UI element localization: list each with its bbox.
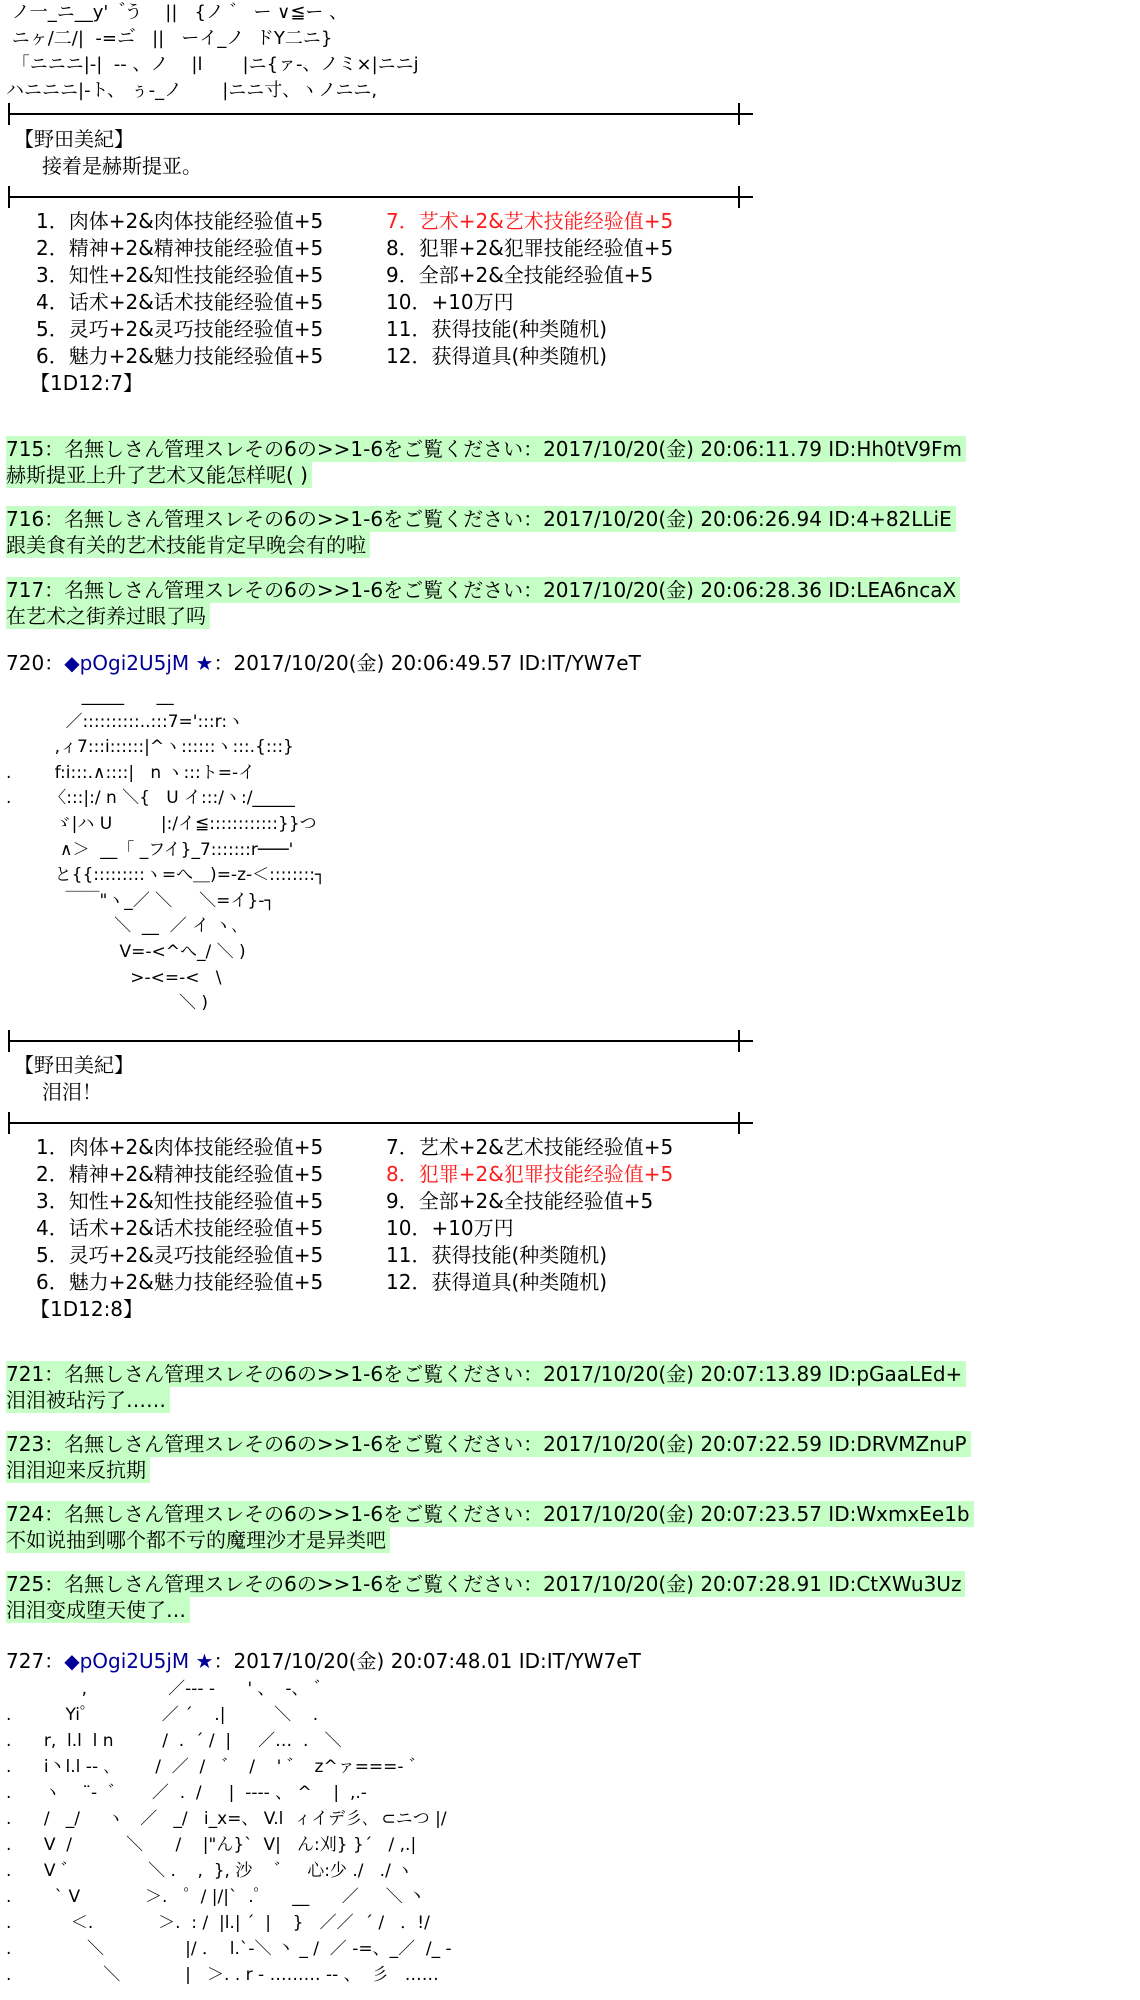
choice-item-selected: 7．艺术+2&艺术技能经验值+5 xyxy=(386,209,674,233)
dice-result: 【1D12:8】 xyxy=(30,1297,144,1321)
speech-block xyxy=(14,1052,134,1106)
choice-item: 7．艺术+2&艺术技能经验值+5 xyxy=(386,1135,674,1159)
author-trip-link[interactable]: ◆pOgi2U5jM xyxy=(64,1649,190,1673)
post-header: 717：名無しさん管理スレその6の>>1-6をご覧ください：2017/10/20(金) 20:06:28.36 ID:LEA6ncaX xyxy=(6,577,960,603)
choice-item: 4．话术+2&话术技能经验值+5 xyxy=(36,1216,324,1240)
choice-item: 10．+10万円 xyxy=(386,1216,514,1240)
choice-item: 6．魅力+2&魅力技能经验值+5 xyxy=(36,344,324,368)
post-header: 715：名無しさん管理スレその6の>>1-6をご覧ください：2017/10/20(金) 20:06:11.79 ID:Hh0tV9Fm xyxy=(6,436,966,462)
divider-line xyxy=(8,1030,753,1052)
star-icon: ★ xyxy=(195,651,214,675)
ascii-art-scene: , ／--- - ' 、 -、 ゛ . Yi゜ ／ ´ .| ＼ . . r, l.l l n / . ´ / | ／… . ＼ . i丶l.l -- ､ / ／ / ゛ / ' ゛ z^ァ===- ゛ . ヽ ¨- ゛ ／ . / | ---- 、 ^ | ,.- . / _/ ヽ ／ _/ i_x=、 V.l ィイデ彡､ ⊂ニつ |/ . V / ＼ / |"ん}` V| ん:刈} }´ / ,.| . V ゛ ＼ . , }, 沙 ゛ 心:少 ./ ./ ヽ . ` V ＞. ゜/ |/|` .゜ __ ／ ＼ 丶 . ＜. ＞. : / |l.| ´ | } ／／ ´ / ．!/ . ＼ |/ ． l.`-＼ 丶 _ / ／ -=、_／ /_ - . ＼ | ＞. . r - ……… -- 、 彡 …… xyxy=(6,1679,452,1985)
post-body: 赫斯提亚上升了艺术又能怎样呢( ) xyxy=(6,462,312,488)
post-body: 不如说抽到哪个都不亏的魔理沙才是异类吧 xyxy=(6,1527,390,1553)
choice-item: 9．全部+2&全技能经验值+5 xyxy=(386,263,654,287)
choice-list xyxy=(36,1134,673,1296)
post-header: 723：名無しさん管理スレその6の>>1-6をご覧ください：2017/10/20(金) 20:07:22.59 ID:DRVMZnuP xyxy=(6,1431,971,1457)
post-body: 在艺术之街养过眼了吗 xyxy=(6,603,210,629)
post-body: 泪泪被玷污了…… xyxy=(6,1387,170,1413)
speech-text: 泪泪！ xyxy=(42,1080,102,1104)
choice-item-selected: 8．犯罪+2&犯罪技能经验值+5 xyxy=(386,1162,674,1186)
choice-item: 5．灵巧+2&灵巧技能经验值+5 xyxy=(36,317,324,341)
choice-item: 11．获得技能(种类随机) xyxy=(386,317,608,341)
choice-item: 10．+10万円 xyxy=(386,290,514,314)
choice-item: 8．犯罪+2&犯罪技能经验值+5 xyxy=(386,236,674,260)
choice-item: 3．知性+2&知性技能经验值+5 xyxy=(36,1189,324,1213)
ascii-art-top: ノ一_ニ__y' ゙う || {ノ ゛ ー ∨≦ー 、 ニヶ/二/| -=ニ゙ || ーイ_ノ ドY二ニ} 「ニニニ|-| -- 、ノ |l |ニ{ァ-、ノミ×|ニニj ハニニニ|-ト、 ぅ-_ノ |ニニ寸、ヽノニニ, xyxy=(6,2,419,101)
post-body: 泪泪迎来反抗期 xyxy=(6,1457,150,1483)
choice-item: 11．获得技能(种类随机) xyxy=(386,1243,608,1267)
choice-item: 4．话术+2&话术技能经验值+5 xyxy=(36,290,324,314)
dice-result: 【1D12:7】 xyxy=(30,371,144,395)
post-number: 720： xyxy=(6,651,65,675)
choice-item: 2．精神+2&精神技能经验值+5 xyxy=(36,1162,324,1186)
post-number: 727： xyxy=(6,1649,65,1673)
post-header: 725：名無しさん管理スレその6の>>1-6をご覧ください：2017/10/20(金) 20:07:28.91 ID:CtXWu3Uz xyxy=(6,1571,965,1597)
post-meta: ：2017/10/20(金) 20:07:48.01 ID:IT/YW7eT xyxy=(213,1649,641,1673)
choice-item: 2．精神+2&精神技能经验值+5 xyxy=(36,236,324,260)
author-trip-link[interactable]: ◆pOgi2U5jM xyxy=(64,651,190,675)
post-body: 泪泪变成堕天使了… xyxy=(6,1597,190,1623)
author-post-header xyxy=(6,1648,641,1674)
divider-line xyxy=(8,186,753,208)
speaker-label: 【野田美紀】 xyxy=(14,127,134,151)
choice-list xyxy=(36,208,673,370)
choice-item: 5．灵巧+2&灵巧技能经验值+5 xyxy=(36,1243,324,1267)
speech-text: 接着是赫斯提亚。 xyxy=(42,154,202,178)
post-header: 724：名無しさん管理スレその6の>>1-6をご覧ください：2017/10/20(金) 20:07:23.57 ID:WxmxEe1b xyxy=(6,1501,974,1527)
choice-item: 12．获得道具(种类随机) xyxy=(386,344,608,368)
post-meta: ：2017/10/20(金) 20:06:49.57 ID:IT/YW7eT xyxy=(213,651,641,675)
ascii-art-character: _____ __ ／::::::::::..:::7=':::r:ヽ ,ィ7:::i::::::|^ヽ::::::ヽ:::.{:::} . f:i:::.∧::::| n ヽ:::ト=-イ . 〈:::|:/ n ＼{ U イ:::/ヽ:/_____ ゞ|ハ U |:/イ≦::::::::::::}}つ ∧＞ __「 _フイ}_7:::::::r───' と{{:::::::::ヽ=へ＿)=-z-＜::::::::┐ ￣￣"ヽ_／ ＼ ＼=イ}-┐ ＼ __ ／ イ ヽ､ V=-<^へ_/ ＼ ) >-<=-< \ ＼ ) xyxy=(6,686,326,1014)
choice-item: 1．肉体+2&肉体技能经验值+5 xyxy=(36,209,324,233)
speech-block xyxy=(14,126,202,180)
choice-item: 12．获得道具(种类随机) xyxy=(386,1270,608,1294)
post-header: 721：名無しさん管理スレその6の>>1-6をご覧ください：2017/10/20(金) 20:07:13.89 ID:pGaaLEd+ xyxy=(6,1361,966,1387)
choice-item: 3．知性+2&知性技能经验值+5 xyxy=(36,263,324,287)
divider-line xyxy=(8,1112,753,1134)
post-body: 跟美食有关的艺术技能肯定早晚会有的啦 xyxy=(6,532,370,558)
divider-line xyxy=(8,103,753,125)
author-post-header xyxy=(6,650,641,676)
choice-item: 9．全部+2&全技能经验值+5 xyxy=(386,1189,654,1213)
choice-item: 1．肉体+2&肉体技能经验值+5 xyxy=(36,1135,324,1159)
choice-item: 6．魅力+2&魅力技能经验值+5 xyxy=(36,1270,324,1294)
star-icon: ★ xyxy=(195,1649,214,1673)
speaker-label: 【野田美紀】 xyxy=(14,1053,134,1077)
post-header: 716：名無しさん管理スレその6の>>1-6をご覧ください：2017/10/20(金) 20:06:26.94 ID:4+82LLiE xyxy=(6,506,956,532)
